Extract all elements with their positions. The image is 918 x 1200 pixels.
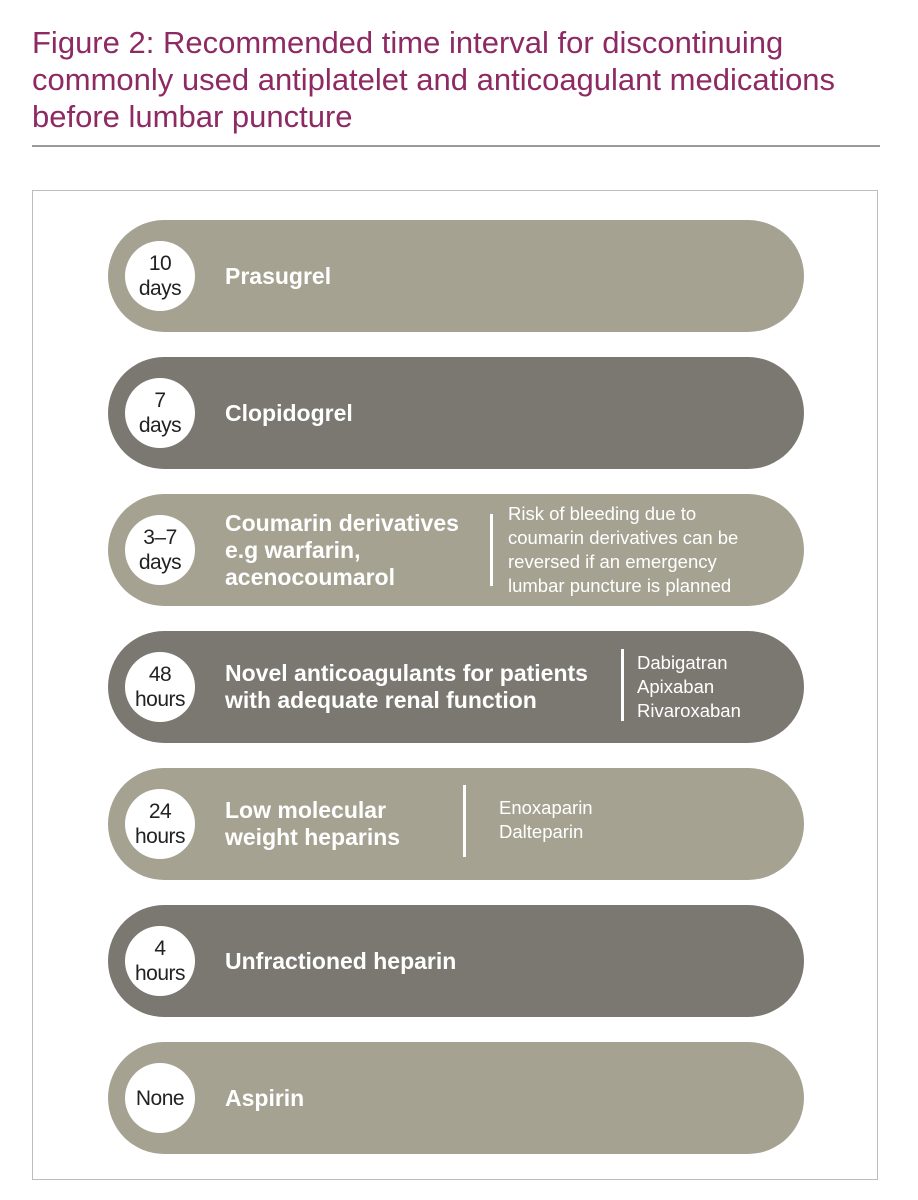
medication-row-aspirin	[108, 1042, 804, 1154]
medication-row-clopidogrel	[108, 357, 804, 469]
title-divider	[32, 145, 880, 147]
medication-row-prasugrel	[108, 220, 804, 332]
drug-name: Novel anticoagulants for patients with adequate renal function	[225, 660, 588, 713]
drug-name: Coumarin derivatives e.g warfarin, acenocoumarol	[225, 509, 459, 590]
medication-row-unfractioned-heparin	[108, 905, 804, 1017]
interval-badge	[125, 515, 195, 585]
drug-note: Risk of bleeding due to coumarin derivatives can be reversed if an emergency lumbar puncture is planned	[508, 503, 739, 596]
medication-row-coumarin	[108, 494, 804, 606]
interval-badge	[125, 926, 195, 996]
interval-text: 7 days	[138, 389, 182, 437]
interval-badge	[125, 241, 195, 311]
row-divider	[463, 785, 466, 857]
figure-title: Figure 2: Recommended time interval for discontinuing commonly used antiplatelet and anticoagulant medications before lumbar puncture	[32, 25, 836, 134]
medication-row-lmwh	[108, 768, 804, 880]
interval-badge	[125, 1063, 195, 1133]
drug-name: Clopidogrel	[225, 399, 353, 426]
interval-badge	[125, 378, 195, 448]
interval-text: None	[135, 1086, 185, 1110]
drug-name: Low molecular weight heparins	[225, 797, 401, 850]
drug-examples: Enoxaparin Dalteparin	[499, 797, 593, 842]
interval-text: 24 hours	[134, 800, 186, 848]
row-divider	[490, 514, 493, 586]
row-divider	[621, 649, 624, 721]
interval-text: 48 hours	[134, 663, 186, 711]
interval-text: 10 days	[138, 252, 182, 300]
interval-badge	[125, 652, 195, 722]
medication-row-novel-anticoagulants	[108, 631, 804, 743]
drug-name: Aspirin	[225, 1084, 305, 1111]
interval-text: 4 hours	[134, 937, 186, 985]
drug-name: Prasugrel	[225, 262, 332, 289]
drug-examples: Dabigatran Apixaban Rivaroxaban	[637, 652, 741, 721]
drug-name: Unfractioned heparin	[225, 947, 457, 974]
interval-text: 3–7 days	[138, 526, 182, 574]
interval-badge	[125, 789, 195, 859]
